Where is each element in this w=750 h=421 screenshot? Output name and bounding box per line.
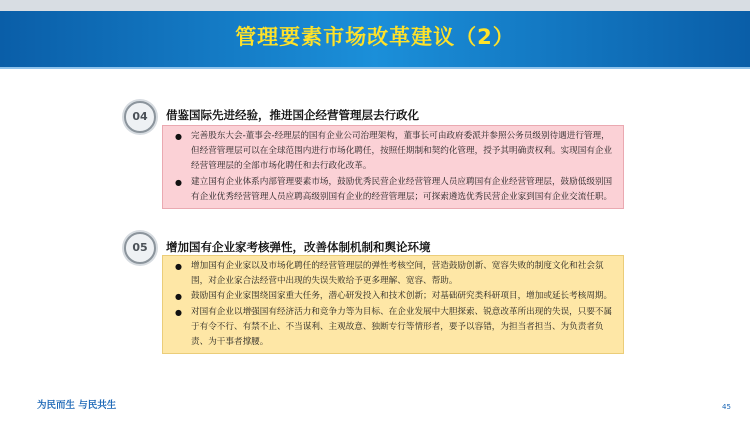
bullet-item <box>171 289 617 304</box>
bullet-icon: ● <box>175 262 182 271</box>
section-content-box <box>162 125 624 209</box>
slide-title: 管理要素市场改革建议（2） <box>235 25 515 49</box>
bullet-text: 完善股东大会-董事会-经理层的国有企业公司治理架构，董事长可由政府委派并参照公务员级别待遇进行管理，但经营管理层可以在全球范围内进行市场化聘任，按照任期制和契约化管理，授予其明确责权利。实现国有企业经营管理层的全部市场化聘任和去行政化改革。 <box>191 131 613 172</box>
section-heading: 增加国有企业家考核弹性，改善体制机制和舆论环境 <box>166 240 431 254</box>
bullet-text: 建立国有企业体系内部管理要素市场，鼓励优秀民营企业经营管理人员应聘国有企业经营管理层，鼓励低级别国有企业优秀经营管理人员应聘高级别国有企业的经营管理层；可探索遴选优秀民营企业家到国有企业交流任职。 <box>191 176 613 202</box>
bullet-item <box>171 129 617 175</box>
bullet-icon: ● <box>175 307 182 317</box>
bullet-icon: ● <box>175 132 182 141</box>
section-content-box <box>162 255 624 354</box>
bullet-item <box>171 175 617 205</box>
section-number-badge: 04 <box>124 101 156 133</box>
bullet-text: 鼓励国有企业家围绕国家重大任务，潜心研发投入和技术创新；对基础研究类科研项目，增加或延长考核周期。 <box>191 291 613 302</box>
section-heading: 借鉴国际先进经验，推进国企经营管理层去行政化 <box>166 108 419 122</box>
footer-slogan: 为民而生 与民共生 <box>37 400 117 411</box>
page-number: 45 <box>722 403 731 411</box>
bullet-text: 增加国有企业家以及市场化聘任的经营管理层的弹性考核空间，营造鼓励创新、宽容失败的制度文化和社会氛围，对企业家合法经营中出现的失误失败给予更多理解、宽容、帮助。 <box>191 261 604 287</box>
bullet-icon: ● <box>175 177 182 187</box>
bullet-text: 对国有企业以增强国有经济活力和竞争力等为目标、在企业发展中大胆探索、锐意改革所出现的失误，只要不属于有令不行、有禁不止、不当谋利、主观故意、独断专行等情形者，要予以容错，为担当者担当、为负责者负责、为干事者撑腰。 <box>191 306 613 348</box>
bullet-icon: ● <box>175 292 182 302</box>
section-number-badge: 05 <box>124 232 156 264</box>
bullet-item <box>171 259 617 289</box>
banner-underline <box>0 67 750 69</box>
bullet-item <box>171 305 617 351</box>
top-strip <box>0 0 750 11</box>
